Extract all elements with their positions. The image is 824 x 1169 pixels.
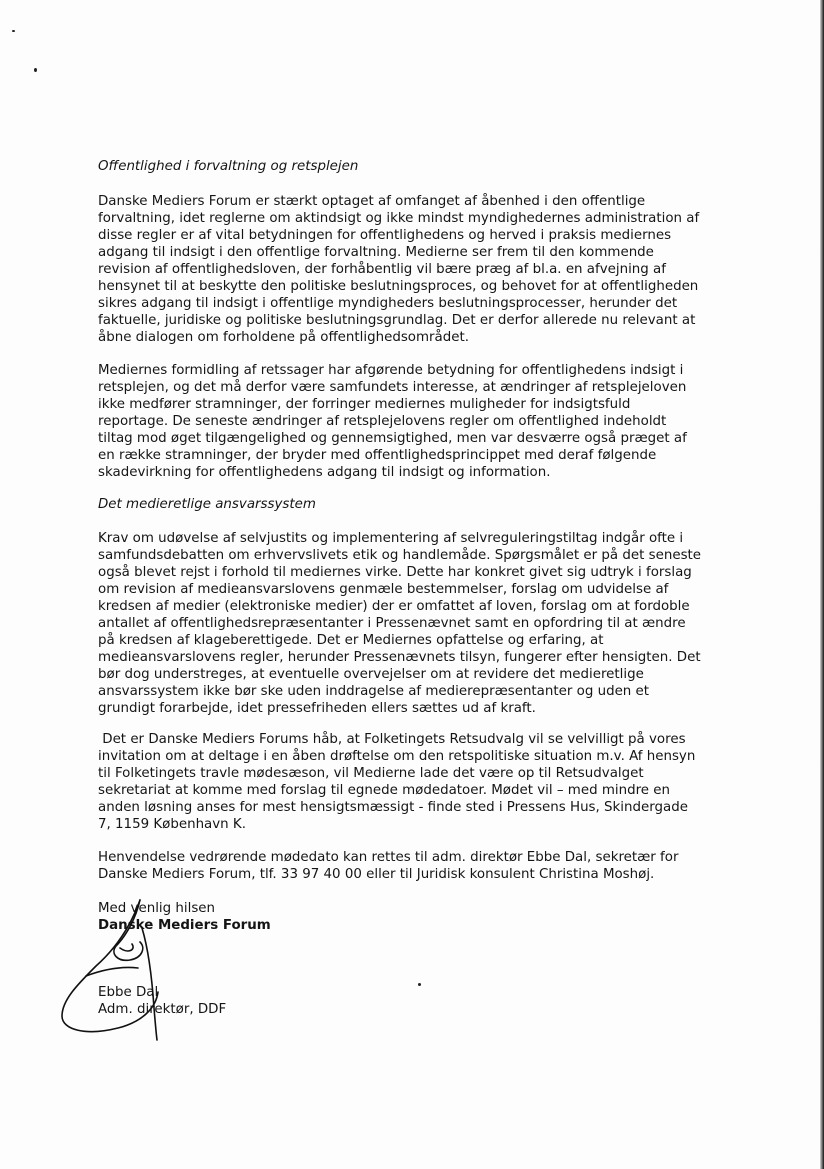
- paragraph-line: sikres adgang til indsigt i offentlige myndigheders beslutningsprocesser, herunder det: [98, 296, 678, 311]
- paragraph-line: medieansvarslovens regler, herunder Pressenævnets tilsyn, fungerer efter hensigten. Det: [98, 650, 701, 665]
- paragraph-line: sekretariat at komme med forslag til egnede mødedatoer. Mødet vil – med mindre en: [98, 783, 671, 798]
- paragraph: [98, 530, 738, 717]
- signer-title: Adm. direktør, DDF: [98, 1002, 227, 1017]
- paragraph-line: Danske Mediers Forum er stærkt optaget af omfanget af åbenhed i den offentlige: [98, 194, 646, 209]
- paragraph-line: retsplejen, og det må derfor være samfundets interesse, at ændringer af retsplejeloven: [98, 380, 687, 395]
- signer-name: Ebbe Dal: [98, 985, 159, 1000]
- paragraph-line: en række stramninger, der bryder med offentlighedsprincippet med deraf følgende: [98, 448, 657, 463]
- paragraph: [98, 731, 738, 833]
- paragraph-line: Krav om udøvelse af selvjustits og implementering af selvreguleringstiltag indgår ofte i: [98, 531, 684, 546]
- paragraph-line: adgang til indsigt i den offentlige forvaltning. Medierne ser frem til den kommende: [98, 245, 654, 260]
- closing-greeting-block: [98, 900, 738, 934]
- closing-organization: Danske Mediers Forum: [98, 918, 271, 933]
- paragraph-line: Henvendelse vedrørende mødedato kan rettes til adm. direktør Ebbe Dal, sekretær for: [98, 850, 679, 865]
- paragraph-line: bør dog understreges, at eventuelle overvejelser om at revidere det medieretlige: [98, 667, 644, 682]
- paragraph-line: ikke medfører stramninger, der forringer mediernes muligheder for indsigtsfuld: [98, 397, 631, 412]
- paragraph-line: til Folketingets travle mødesæson, vil Medierne lade det være op til Retsudvalget: [98, 766, 644, 781]
- section-heading: [98, 496, 738, 513]
- paragraph-line: hensynet til at beskytte den politiske beslutningsproces, og behovet for at offentligheden: [98, 279, 699, 294]
- paragraph-line: forvaltning, idet reglerne om aktindsigt og ikke mindst myndighedernes administration af: [98, 211, 700, 226]
- paragraph-line: invitation om at deltage i en åben drøftelse om den retspolitiske situation m.v. Af hensyn: [98, 749, 696, 764]
- paragraph-line: 7, 1159 København K.: [98, 817, 246, 832]
- paragraph: [98, 849, 738, 883]
- paragraph-line: antallet af offentlighedsrepræsentanter i Pressenævnet samt en opfordring til at ændre: [98, 616, 686, 631]
- paragraph-line: samfundsdebatten om erhvervslivets etik og handlemåde. Spørgsmålet er på det seneste: [98, 548, 702, 563]
- paragraph-line: disse regler er af vital betydningen for offentlighedens og herved i praksis mediernes: [98, 228, 672, 243]
- paragraph-line: ansvarssystem ikke bør ske uden inddragelse af medierepræsentanter og uden et: [98, 684, 650, 699]
- paragraph-line: om revision af medieansvarslovens genmæle bestemmelser, forslag om udvidelse af: [98, 582, 669, 597]
- paragraph: [98, 193, 738, 346]
- paragraph: [98, 362, 738, 481]
- scan-speck: [12, 30, 15, 32]
- paragraph-line: revision af offentlighedsloven, der forhåbentlig vil bære præg af bl.a. en afvejning af: [98, 262, 666, 277]
- signer-block: [98, 984, 738, 1018]
- scan-edge: [820, 0, 824, 1169]
- section-heading: [98, 158, 738, 175]
- paragraph-line: reportage. De seneste ændringer af retsplejelovens regler om offentlighed indeholdt: [98, 414, 667, 429]
- section-heading-text: Det medieretlige ansvarssystem: [98, 497, 316, 512]
- paragraph-line: tiltag mod øget tilgængelighed og gennemsigtighed, men var desværre også præget af: [98, 431, 687, 446]
- section-heading-text: Offentlighed i forvaltning og retsplejen: [98, 159, 359, 174]
- paragraph-line: på kredsen af klageberettigede. Det er Mediernes opfattelse og erfaring, at: [98, 633, 604, 648]
- scan-speck: [34, 68, 37, 72]
- paragraph-line: anden løsning anses for mest hensigtsmæssigt - finde sted i Pressens Hus, Skindergade: [98, 800, 688, 815]
- handwritten-signature: [56, 888, 186, 1048]
- paragraph-line: Mediernes formidling af retssager har afgørende betydning for offentlighedens indsigt i: [98, 363, 684, 378]
- closing-greeting: Med venlig hilsen: [98, 901, 216, 916]
- paragraph-line: også blevet rejst i forhold til mediernes virke. Dette har konkret givet sig udtryk i forslag: [98, 565, 692, 580]
- paragraph-line: åbne dialogen om forholdene på offentlighedsområdet.: [98, 330, 469, 345]
- paragraph-line: Danske Mediers Forum, tlf. 33 97 40 00 eller til Juridisk konsulent Christina Moshøj.: [98, 867, 655, 882]
- paragraph-line: faktuelle, juridiske og politiske beslutningsgrundlag. Det er derfor allerede nu relevant at: [98, 313, 696, 328]
- paragraph-line: grundigt forarbejde, idet pressefriheden ellers sættes ud af kraft.: [98, 701, 536, 716]
- paragraph-line: Det er Danske Mediers Forums håb, at Folketingets Retsudvalg vil se velvilligt på vores: [98, 732, 686, 747]
- paragraph-line: kredsen af medier (elektroniske medier) der er omfattet af loven, forslag om at fordoble: [98, 599, 690, 614]
- paragraph-line: skadevirkning for offentlighedens adgang til indsigt og information.: [98, 465, 551, 480]
